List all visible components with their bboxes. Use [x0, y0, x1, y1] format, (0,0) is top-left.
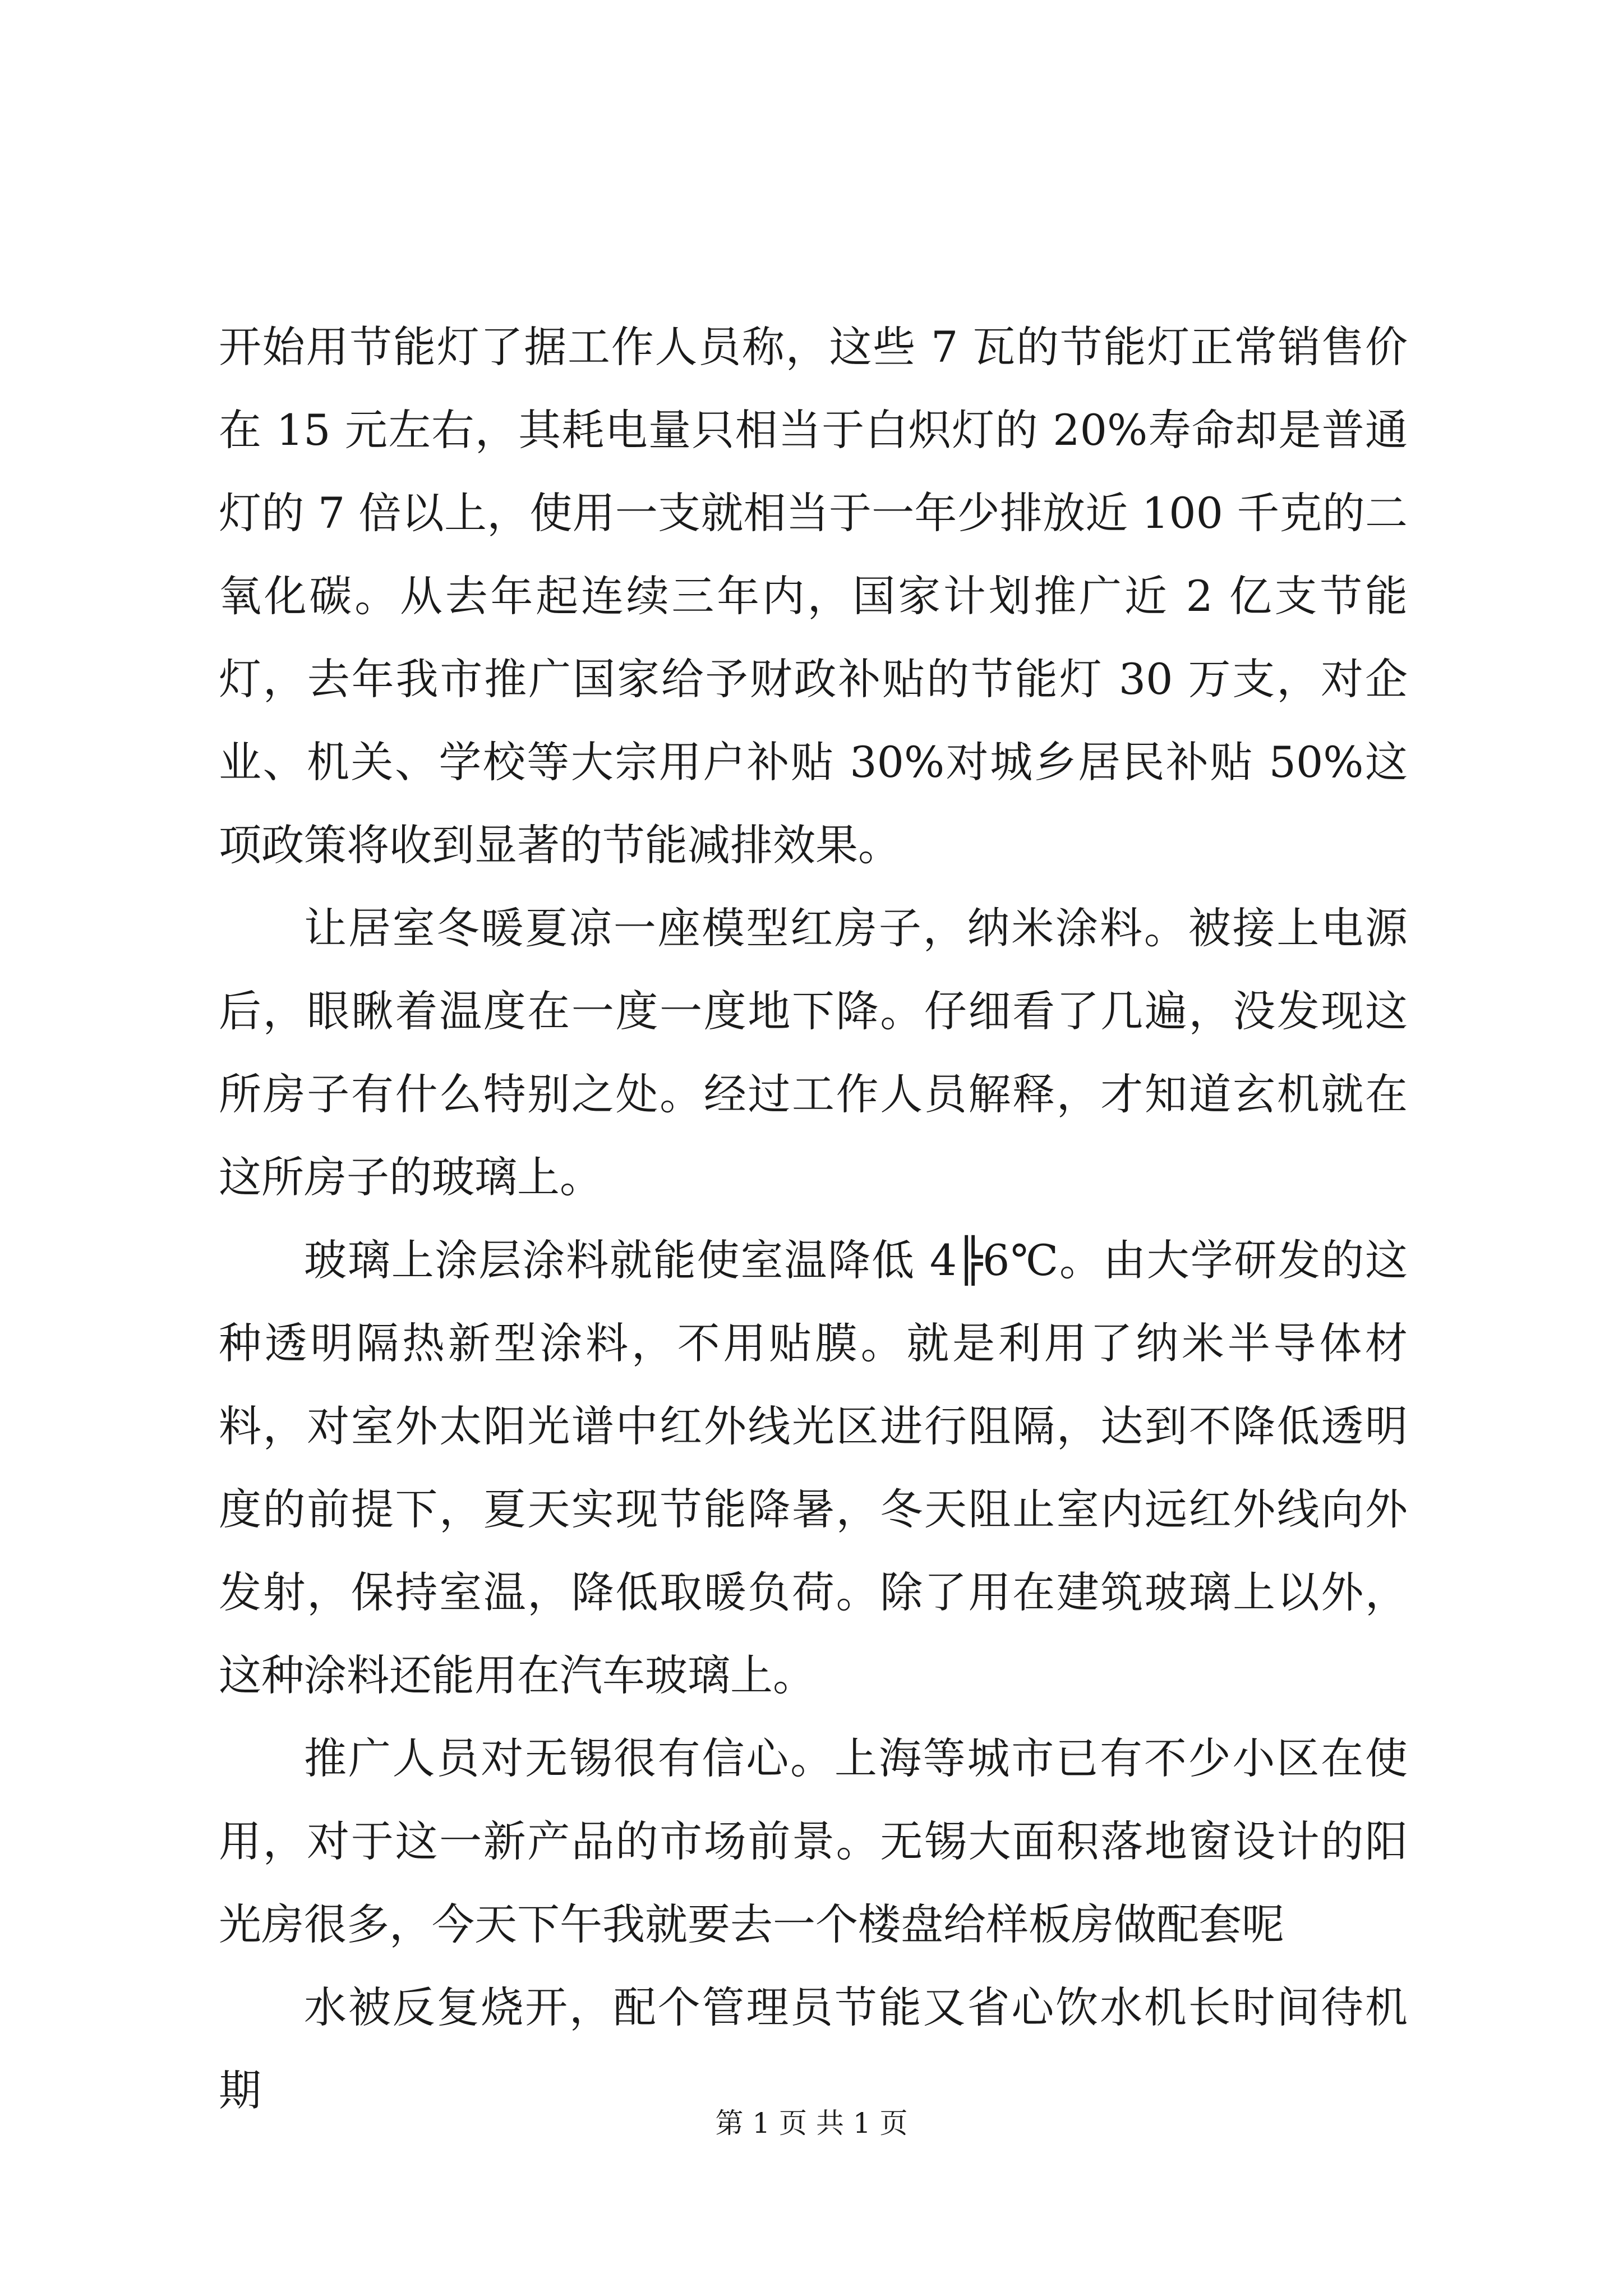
- document-body: [219, 306, 1408, 2132]
- paragraph-4: 推广人员对无锡很有信心。上海等城市已有不少小区在使用，对于这一新产品的市场前景。无锡大面积落地窗设计的阳光房很多，今天下午我就要去一个楼盘给样板房做配套呢: [219, 1733, 1408, 1949]
- paragraph-2: 让居室冬暖夏凉一座模型红房子，纳米涂料。被接上电源后，眼瞅着温度在一度一度地下降。仔细看了几遍，没发现这所房子有什么特别之处。经过工作人员解释，才知道玄机就在这所房子的玻璃上。: [219, 903, 1408, 1202]
- page-footer: 第 1 页 共 1 页: [715, 2107, 908, 2139]
- paragraph-3: 玻璃上涂层涂料就能使室温降低 4╠6℃。由大学研发的这种透明隔热新型涂料，不用贴膜。就是利用了纳米半导体材料，对室外太阳光谱中红外线光区进行阻隔，达到不降低透明度的前提下，夏天实现节能降暑，冬天阻止室内远红外线向外发射，保持室温，降低取暖负荷。除了用在建筑玻璃上以外，这种涂料还能用在汽车玻璃上。: [219, 1235, 1408, 1700]
- paragraph-1: 开始用节能灯了据工作人员称，这些 7 瓦的节能灯正常销售价在 15 元左右，其耗电量只相当于白炽灯的 20%寿命却是普通灯的 7 倍以上，使用一支就相当于一年少排放近 100 千克的二氧化碳。从去年起连续三年内，国家计划推广近 2 亿支节能灯，去年我市推广国家给予财政补贴的节能灯 30 万支，对企业、机关、学校等大宗用户补贴 30%对城乡居民补贴 50%这项政策将收到显著的节能减排效果。: [219, 322, 1408, 870]
- paragraph-5: 水被反复烧开，配个管理员节能又省心饮水机长时间待机期: [219, 1982, 1408, 2115]
